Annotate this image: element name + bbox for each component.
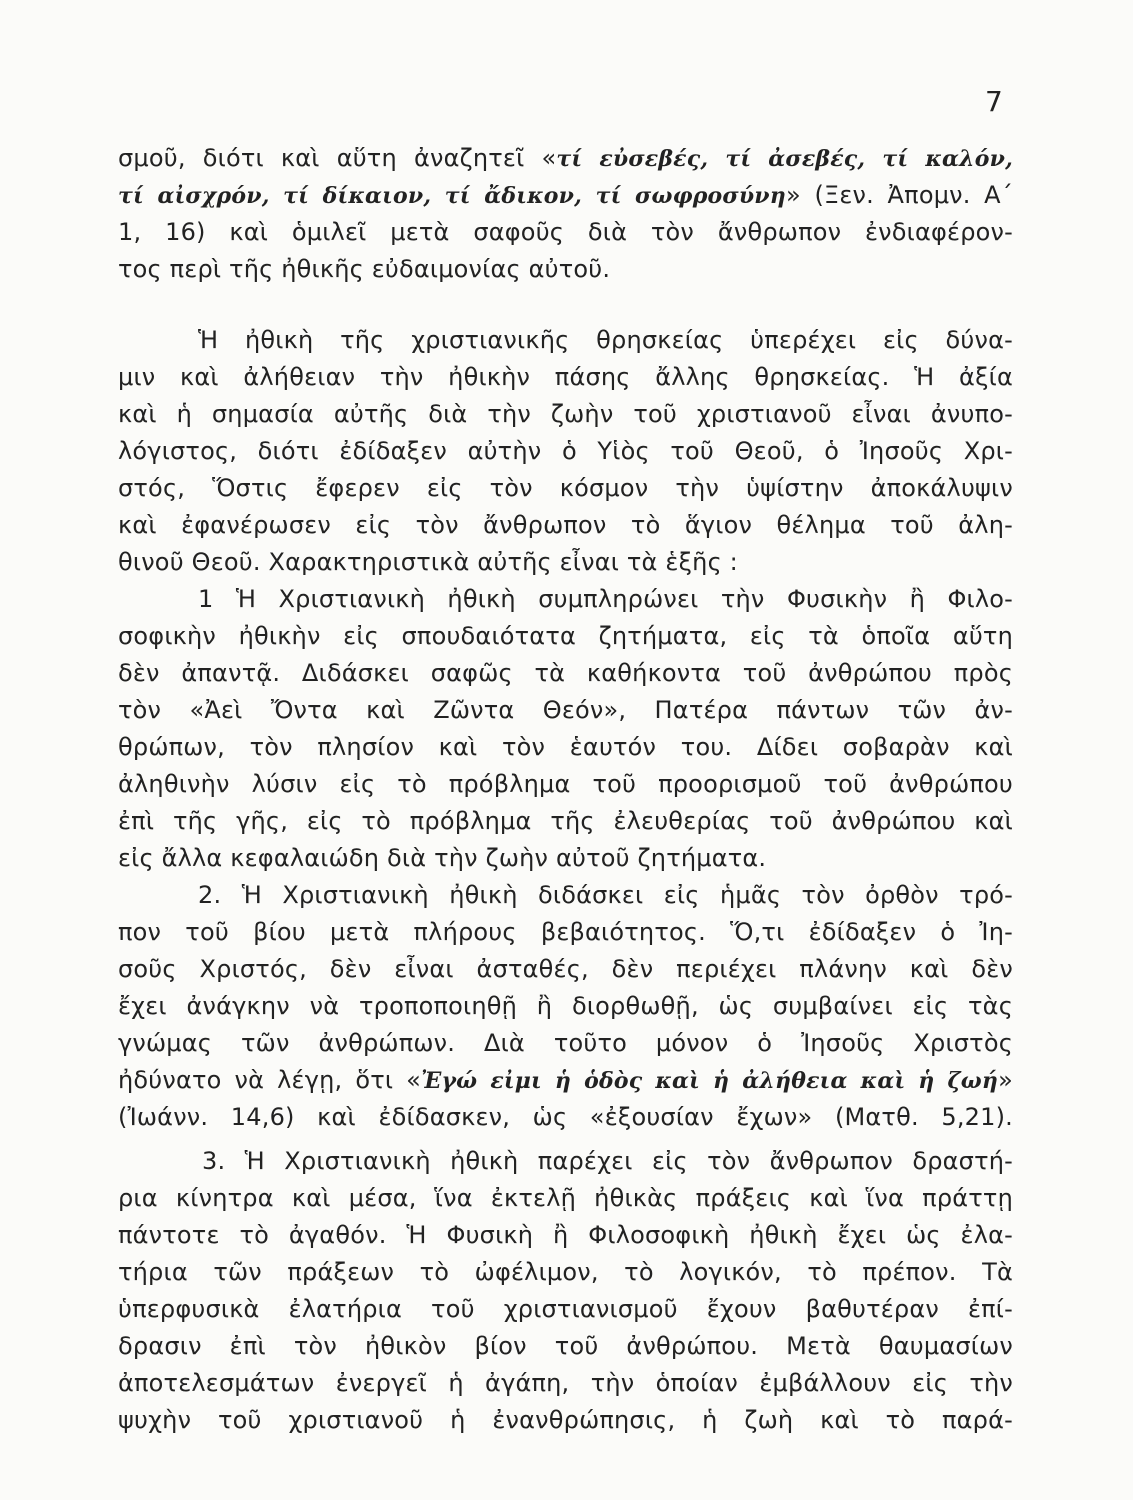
text-line: θρώπων, τὸν πλησίον καὶ τὸν ἑαυτόν του. Δίδει σοβαρὰν καὶ (118, 733, 1013, 761)
text-line: πάντοτε τὸ ἀγαθόν. Ἡ Φυσικὴ ἢ Φιλοσοφικὴ ἠθικὴ ἔχει ὡς ἐλα- (118, 1221, 1013, 1249)
text-line: 1, 16) καὶ ὁμιλεῖ μετὰ σαφοῦς διὰ τὸν ἄνθρωπον ἐνδιαφέρον- (118, 218, 1013, 246)
text-line: μιν καὶ ἀλήθειαν τὴν ἠθικὴν πάσης ἄλλης θρησκείας. Ἡ ἀξία (118, 363, 1013, 391)
text-line: γνώμας τῶν ἀνθρώπων. Διὰ τοῦτο μόνον ὁ Ἰησοῦς Χριστὸς (118, 1029, 1013, 1057)
text-line: ρια κίνητρα καὶ μέσα, ἵνα ἐκτελῇ ἠθικὰς πράξεις καὶ ἵνα πράττῃ (118, 1184, 1013, 1212)
text-line: Ἡ ἠθικὴ τῆς χριστιανικῆς θρησκείας ὑπερέχει εἰς δύνα- (198, 326, 1013, 354)
text-line: θινοῦ Θεοῦ. Χαρακτηριστικὰ αὐτῆς εἶναι τὰ ἑξῆς : (118, 548, 738, 576)
quote-italic: Ἐγώ εἰμι ἡ ὁδὸς καὶ ἡ ἀλήθεια καὶ ἡ ζωή (421, 1068, 999, 1094)
quote-italic: τί αἰσχρόν, τί δίκαιον, τί ἄδικον, τί σωφροσύνη (118, 183, 786, 209)
text-line: σμοῦ, διότι καὶ αὕτη ἀναζητεῖ «τί εὐσεβές, τί ἀσεβές, τί καλόν, (118, 144, 1013, 172)
text-line: 3. Ἡ Χριστιανικὴ ἠθικὴ παρέχει εἰς τὸν ἄνθρωπον δραστή- (202, 1147, 1013, 1175)
text-line: (Ἰωάνν. 14,6) καὶ ἐδίδασκεν, ὡς «ἐξουσίαν ἔχων» (Ματθ. 5,21). (118, 1103, 1013, 1131)
text-line: ἐπὶ τῆς γῆς, εἰς τὸ πρόβλημα τῆς ἐλευθερίας τοῦ ἀνθρώπου καὶ (118, 807, 1013, 835)
text-line: σοφικὴν ἠθικὴν εἰς σπουδαιότατα ζητήματα, εἰς τὰ ὁποῖα αὕτη (118, 622, 1013, 650)
text-line: δὲν ἀπαντᾷ. Διδάσκει σαφῶς τὰ καθήκοντα τοῦ ἀνθρώπου πρὸς (118, 659, 1013, 687)
text-line: τήρια τῶν πράξεων τὸ ὠφέλιμον, τὸ λογικόν, τὸ πρέπον. Τὰ (118, 1258, 1013, 1286)
text-line: σοῦς Χριστός, δὲν εἶναι ἀσταθές, δὲν περιέχει πλάνην καὶ δὲν (118, 955, 1013, 983)
text-line: πον τοῦ βίου μετὰ πλήρους βεβαιότητος. Ὅ,τι ἐδίδαξεν ὁ Ἰη- (118, 918, 1013, 946)
text-line: δρασιν ἐπὶ τὸν ἠθικὸν βίον τοῦ ἀνθρώπου. Μετὰ θαυμασίων (118, 1332, 1013, 1360)
text-line: καὶ ἐφανέρωσεν εἰς τὸν ἄνθρωπον τὸ ἅγιον θέλημα τοῦ ἀλη- (118, 511, 1013, 539)
text-line: καὶ ἡ σημασία αὐτῆς διὰ τὴν ζωὴν τοῦ χριστιανοῦ εἶναι ἀνυπο- (118, 400, 1013, 428)
text-line: λόγιστος, διότι ἐδίδαξεν αὐτὴν ὁ Υἱὸς τοῦ Θεοῦ, ὁ Ἰησοῦς Χρι- (118, 437, 1013, 465)
text-line: ἠδύνατο νὰ λέγῃ, ὅτι «Ἐγώ εἰμι ἡ ὁδὸς καὶ ἡ ἀλήθεια καὶ ἡ ζωή» (118, 1066, 1013, 1094)
text-line: τί αἰσχρόν, τί δίκαιον, τί ἄδικον, τί σωφροσύνη» (Ξεν. Ἀπομν. Α΄ (118, 181, 1014, 209)
page-number: 7 (985, 85, 1003, 118)
text-line: ὑπερφυσικὰ ἐλατήρια τοῦ χριστιανισμοῦ ἔχουν βαθυτέραν ἐπί- (118, 1295, 1013, 1323)
text-line: ἀληθινὴν λύσιν εἰς τὸ πρόβλημα τοῦ προορισμοῦ τοῦ ἀνθρώπου (118, 770, 1013, 798)
text-line: εἰς ἄλλα κεφαλαιώδη διὰ τὴν ζωὴν αὐτοῦ ζητήματα. (118, 844, 767, 872)
text-line: τὸν «Ἀεὶ Ὄντα καὶ Ζῶντα Θεόν», Πατέρα πάντων τῶν ἀν- (118, 696, 1013, 724)
text-line: ἔχει ἀνάγκην νὰ τροποποιηθῇ ἢ διορθωθῇ, ὡς συμβαίνει εἰς τὰς (118, 992, 1013, 1020)
text-line: τος περὶ τῆς ἠθικῆς εὐδαιμονίας αὐτοῦ. (118, 255, 611, 283)
text-line: ἀποτελεσμάτων ἐνεργεῖ ἡ ἀγάπη, τὴν ὁποίαν ἐμβάλλουν εἰς τὴν (118, 1369, 1013, 1397)
text-line: ψυχὴν τοῦ χριστιανοῦ ἡ ἐνανθρώπησις, ἡ ζωὴ καὶ τὸ παρά- (118, 1406, 1013, 1434)
quote-italic: τί εὐσεβές, τί ἀσεβές, τί καλόν, (556, 146, 1013, 172)
text-line: στός, Ὅστις ἔφερεν εἰς τὸν κόσμον τὴν ὑψίστην ἀποκάλυψιν (118, 474, 1013, 502)
text-line: 2. Ἡ Χριστιανικὴ ἠθικὴ διδάσκει εἰς ἡμᾶς τὸν ὀρθὸν τρό- (198, 881, 1013, 909)
text-line: 1 Ἡ Χριστιανικὴ ἠθικὴ συμπληρώνει τὴν Φυσικὴν ἢ Φιλο- (198, 585, 1013, 613)
